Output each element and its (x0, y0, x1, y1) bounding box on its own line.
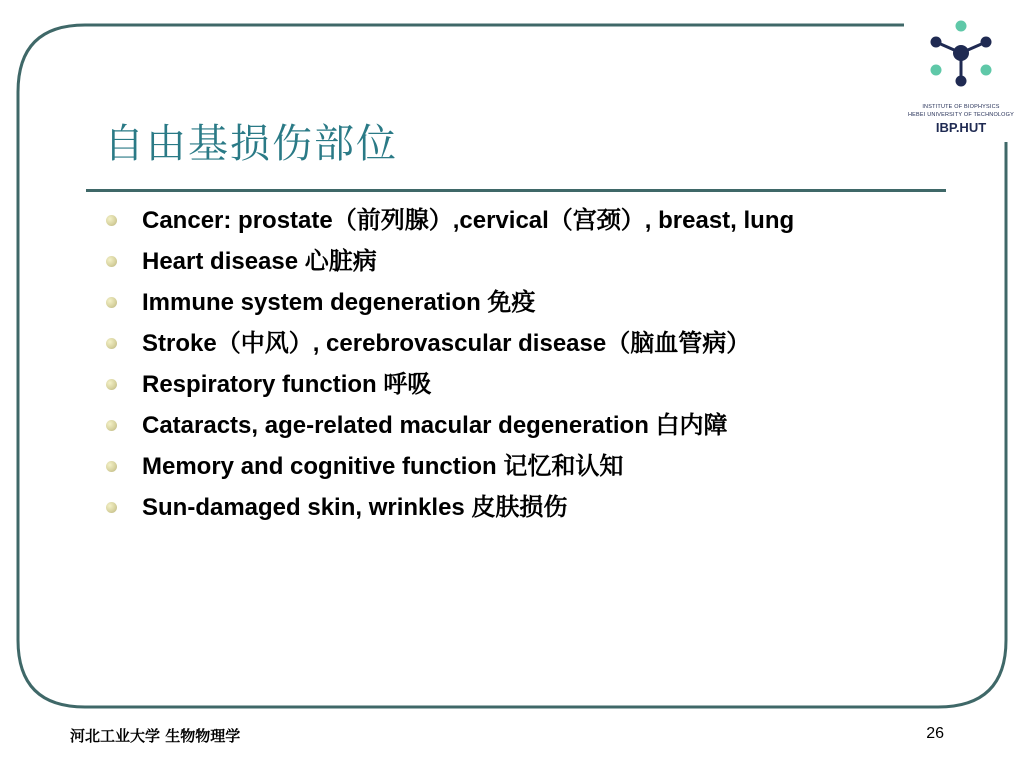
bullet-dot-icon (106, 461, 117, 472)
bullet-dot-icon (106, 338, 117, 349)
bullet-text: Sun-damaged skin, wrinkles 皮肤损伤 (142, 494, 568, 521)
title-divider (86, 189, 946, 192)
molecule-logo-icon (906, 16, 1016, 102)
page-number: 26 (926, 725, 944, 742)
bullet-list (104, 200, 794, 528)
bullet-text: Immune system degeneration 免疫 (142, 289, 536, 316)
bullet-item (104, 241, 794, 282)
bullet-dot-icon (106, 215, 117, 226)
bullet-item (104, 487, 794, 528)
bullet-item (104, 446, 794, 487)
bullet-item (104, 364, 794, 405)
bullet-item (104, 282, 794, 323)
logo-university-name: HEBEI UNIVERSITY OF TECHNOLOGY (907, 112, 1015, 118)
bullet-text: Respiratory function 呼吸 (142, 371, 432, 398)
bullet-text: Cancer: prostate（前列腺）,cervical（宫颈）, breast, lung (142, 207, 795, 234)
logo-institute-name: INSTITUTE OF BIOPHYSICS (922, 104, 1000, 110)
slide-title: 自由基损伤部位 (104, 121, 398, 167)
bullet-dot-icon (106, 379, 117, 390)
bullet-item (104, 405, 794, 446)
bullet-text: Memory and cognitive function 记忆和认知 (142, 453, 624, 480)
footer-institution: 河北工业大学 生物物理学 (70, 727, 241, 745)
institute-logo (906, 16, 1016, 142)
bullet-text: Heart disease 心脏病 (142, 248, 377, 275)
bullet-item (104, 323, 794, 364)
logo-brand: IBP.HUT (935, 120, 987, 135)
bullet-dot-icon (106, 297, 117, 308)
bullet-dot-icon (106, 502, 117, 513)
bullet-item (104, 200, 794, 241)
bullet-dot-icon (106, 420, 117, 431)
bullet-text: Stroke（中风）, cerebrovascular disease（脑血管病） (142, 330, 751, 357)
bullet-text: Cataracts, age-related macular degeneration 白内障 (142, 412, 728, 439)
bullet-dot-icon (106, 256, 117, 267)
